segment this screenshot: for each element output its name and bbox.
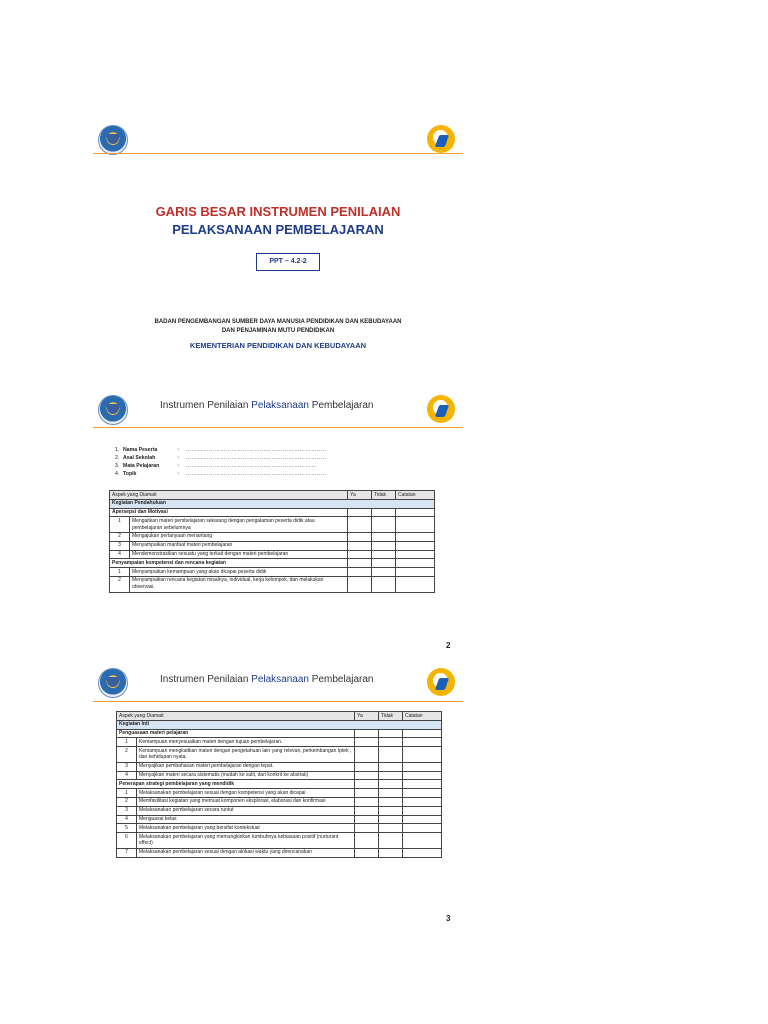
page-number: 3 [446,914,451,923]
table-row: 3 Menyajikan pembahasan materi pembelajaran dengan tepat. [117,762,442,771]
assessment-table [109,490,435,593]
table-row: 3 Menyampaikan manfaat materi pembelajaran [110,541,435,550]
slide-instrument-1 [93,390,463,655]
document-code-box: PPT – 4.2-2 [256,253,320,271]
agency-line2: DAN PENJAMINAN MUTU PENDIDIKAN [221,328,335,334]
table-header: Aspek yang Diamati Ya Tidak Catatan [117,712,442,721]
table-row: 1 Menyampaikan kemampuan yang akan dicapai peserta didik [110,568,435,577]
table-row: 1 Kemampuan menyesuaikan materi dengan tujuan pembelajaran. [117,738,442,747]
field-school: 2. Asal Sekolah : ……………………………………………………………….. [115,455,327,461]
participant-fields [115,447,326,479]
header-divider [93,701,463,702]
field-name: 1. Nama Peserta : ……………………………………………………………….. [115,447,327,453]
table-row: 7 Melaksanakan pembelajaran sesuai dengan alokasi waktu yang direncanakan [117,848,442,857]
table-subsection: Penyampaian kompetensi dan rencana kegiatan [110,559,435,568]
table-row: 4 Menyajikan materi secara sistematis (mudah ke sulit, dari konkrit ke abstrak) [117,771,442,780]
table-row: 2 Mengajukan pertanyaan menantang [110,532,435,541]
field-topic: 4. Topik : ……………………………………………………………….. [115,471,327,477]
tut-wuri-logo-icon [427,668,455,696]
tut-wuri-logo-icon [427,125,455,153]
kemdikbud-logo-icon [98,668,128,698]
field-subject: 3. Mata Pelajaran : …………………………………………………………… [115,463,317,469]
table-row: 4 Mendemonstrasikan sesuatu yang terkait dengan materi pembelajaran [110,550,435,559]
ministry-name: KEMENTERIAN PENDIDIKAN DAN KEBUDAYAAN [189,341,367,350]
slide-title: Instrumen Penilaian Pelaksanaan Pembelajaran [160,400,374,411]
kemdikbud-logo-icon [98,125,128,155]
table-row: 3 Melaksanakan pembelajaran secara runtut [117,806,442,815]
table-row: 4 Menguasai kelas [117,815,442,824]
table-section: Kegiatan Pendahuluan [110,499,435,508]
table-row: 2 Menyampaikan rencana kegiatan misalnya, individual, kerja kelompok, dan melakukan observasi. [110,576,435,592]
table-row: 6 Melaksanakan pembelajaran yang memungkinkan tumbuhnya kebiasaan positif (nurturant effect) [117,833,442,849]
agency-line1: BADAN PENGEMBANGAN SUMBER DAYA MANUSIA PENDIDIKAN DAN KEBUDAYAAN [154,319,402,325]
table-row: 2 Memfasilitasi kegiatan yang memuat komponen eksplorasi, elaborasi dan konfirmasi [117,797,442,806]
table-row: 1 Melaksanakan pembelajaran sesuai dengan kompetensi yang akan dicapai [117,789,442,798]
table-row: 2 Kemampuan mengkaitkan materi dengan pengetahuan lain yang relevan, perkembangan Iptek , dan kehidupan nyata. [117,747,442,763]
table-subsection: Penerapan strategi pembelajaran yang mendidik [117,780,442,789]
kemdikbud-logo-icon [98,395,128,425]
slide-instrument-2 [93,660,463,915]
table-header: Aspek yang Diamati Ya Tidak Catatan [110,491,435,500]
table-row: 1 Mengaitkan materi pembelajaran sekarang dengan pengalaman peserta didik atau pembelajaran sebelumnya [110,517,435,533]
table-row: 5 Melaksanakan pembelajaran yang bersifat kontekstual [117,824,442,833]
slide-title: Instrumen Penilaian Pelaksanaan Pembelajaran [160,674,374,685]
assessment-table [116,711,442,858]
page-number: 2 [446,641,451,650]
cover-title-line1: GARIS BESAR INSTRUMEN PENILAIAN [155,204,401,219]
cover-title-line2: PELAKSANAAN PEMBELAJARAN [172,222,384,237]
header-divider [93,427,463,428]
tut-wuri-logo-icon [427,395,455,423]
header-divider [93,153,463,154]
slide-cover [93,120,463,370]
table-section: Kegiatan Inti [117,720,442,729]
table-subsection: Apersepsi dan Motivasi [110,508,435,517]
table-subsection: Penguasaan materi pelajaran [117,729,442,738]
